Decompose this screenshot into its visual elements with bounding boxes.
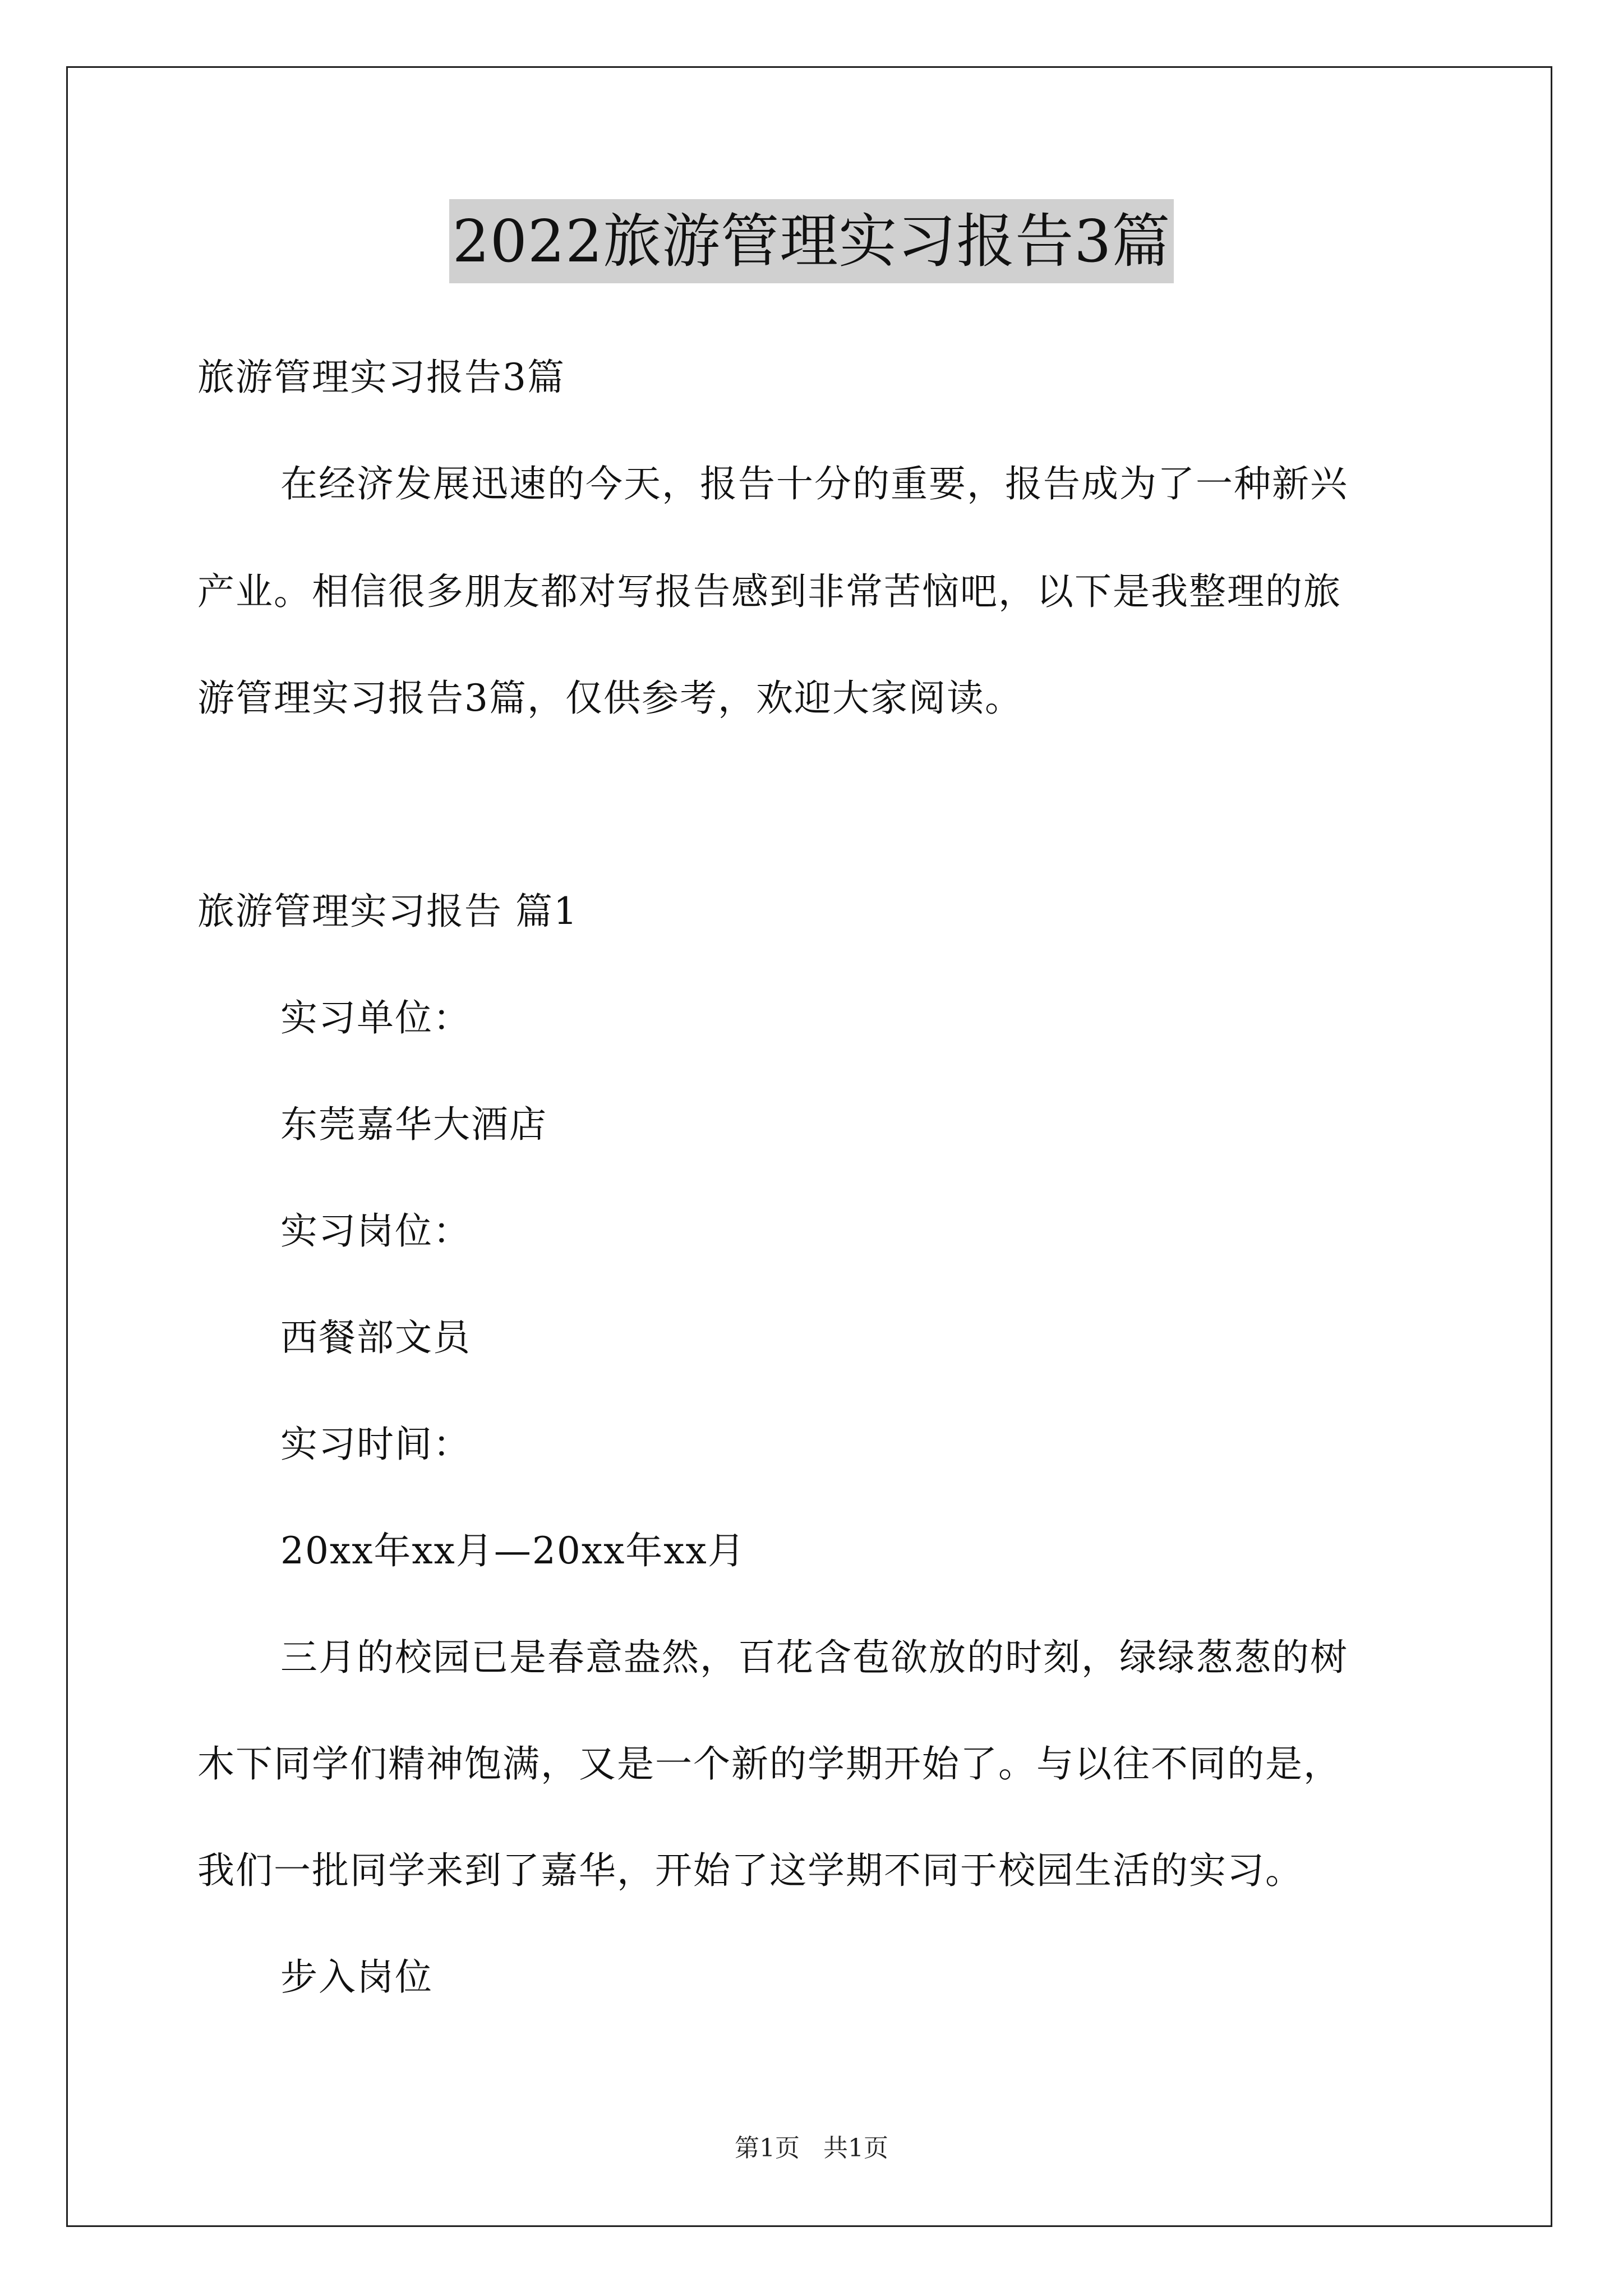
section-heading: 旅游管理实习报告 篇1 xyxy=(197,890,578,933)
field-internship-time-label: 实习时间： xyxy=(280,1423,471,1466)
title-container xyxy=(0,199,1623,283)
field-internship-unit-label: 实习单位： xyxy=(280,996,471,1039)
field-internship-unit-value: 东莞嘉华大酒店 xyxy=(280,1103,547,1146)
field-internship-position-label: 实习岗位： xyxy=(280,1209,471,1253)
page-number: 第1页 xyxy=(735,2134,800,2162)
step-heading: 步入岗位 xyxy=(280,1955,433,1999)
page-total: 共1页 xyxy=(823,2134,888,2162)
intro-line-2: 产业。相信很多朋友都对写报告感到非常苦恼吧，以下是我整理的旅 xyxy=(197,570,1341,613)
intro-line-1: 在经济发展迅速的今天，报告十分的重要，报告成为了一种新兴 xyxy=(280,462,1348,505)
document-subtitle: 旅游管理实习报告3篇 xyxy=(197,356,565,399)
field-internship-position-value: 西餐部文员 xyxy=(280,1316,471,1359)
body-line-1: 三月的校园已是春意盎然，百花含苞欲放的时刻，绿绿葱葱的树 xyxy=(280,1636,1348,1679)
body-line-2: 木下同学们精神饱满，又是一个新的学期开始了。与以往不同的是， xyxy=(197,1742,1341,1786)
body-line-3: 我们一批同学来到了嘉华，开始了这学期不同于校园生活的实习。 xyxy=(197,1849,1303,1892)
page-footer xyxy=(0,2132,1623,2165)
field-internship-time-value: 20xx年xx月—20xx年xx月 xyxy=(280,1529,746,1572)
document-title: 2022旅游管理实习报告3篇 xyxy=(449,199,1174,283)
intro-line-3: 游管理实习报告3篇，仅供参考，欢迎大家阅读。 xyxy=(197,677,1023,720)
